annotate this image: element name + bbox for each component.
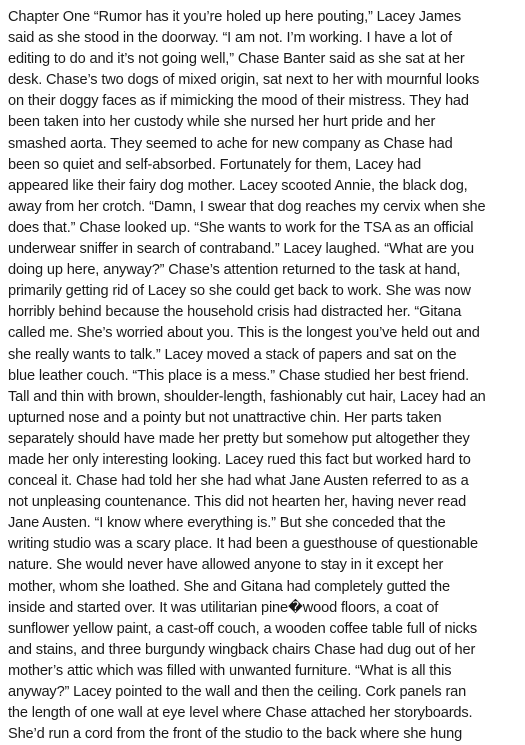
text-line: said as she stood in the doorway. “I am not. I’m working. I have a lot of: [8, 30, 452, 47]
text-line: Jane Austen. “I know where everything is.” But she conceded that the: [8, 515, 446, 532]
text-line: made her only interesting looking. Lacey rued this fact but worked hard to: [8, 451, 471, 468]
text-line: mother’s attic which was filled with unwanted furniture. “What is all this: [8, 662, 452, 679]
text-line: anyway?” Lacey pointed to the wall and then the ceiling. Cork panels ran: [8, 684, 467, 700]
text-line: not unpleasing countenance. This did not hearten her, having never read: [8, 494, 467, 511]
text-line: appeared like their fairy dog mother. Lacey scooted Annie, the black dog,: [8, 177, 468, 194]
text-line: primarily getting rid of Lacey so she could get back to work. She was now: [8, 283, 471, 300]
text-line: on their doggy faces as if mimicking the mood of their mistress. They had: [8, 93, 469, 110]
text-line: upturned nose and a pointy but not unattractive chin. Her parts taken: [8, 409, 442, 426]
text-line: Chapter One “Rumor has it you’re holed up here pouting,” Lacey James: [8, 9, 461, 25]
text-line: horribly behind because the household crisis had distracted her. “Gitana: [8, 304, 462, 321]
text-line: desk. Chase’s two dogs of mixed origin, sat next to her with mournful looks: [8, 72, 480, 89]
text-line: Tall and thin with brown, shoulder-length, fashionably cut hair, Lacey had an: [8, 388, 486, 405]
text-line: inside and started over. It was utilitarian pine�wood floors, a coat of: [8, 599, 439, 616]
text-line: separately should have made her pretty but somehow put altogether they: [8, 430, 470, 447]
text-line: editing to do and it’s not going well,” Chase Banter said as she sat at her: [8, 51, 465, 68]
text-line: underwear sniffer in search of contraband.” Lacey laughed. “What are you: [8, 241, 474, 258]
text-line: doing up here, anyway?” Chase’s attention returned to the task at hand,: [8, 262, 461, 279]
text-line: smashed aorta. They seemed to ache for new company as Chase had: [8, 135, 453, 152]
text-line: been taken into her custody while she nursed her hurt pride and her: [8, 114, 436, 131]
text-line: sunflower yellow paint, a cast-off couch, a wooden coffee table full of nicks: [8, 620, 477, 637]
text-line: She’d run a cord from the front of the studio to the back where she hung: [8, 726, 463, 743]
text-line: conceal it. Chase had told her she had what Jane Austen referred to as a: [8, 473, 469, 490]
text-line: blue leather couch. “This place is a mess.” Chase studied her best friend.: [8, 367, 470, 384]
body-text: [8, 7, 523, 745]
text-line: mother, whom she loathed. She and Gitana had completely gutted the: [8, 578, 450, 595]
text-line: been so quiet and self-absorbed. Fortunately for them, Lacey had: [8, 156, 422, 173]
text-line: the length of one wall at eye level where Chase attached her storyboards.: [8, 705, 473, 722]
text-line: does that.” Chase looked up. “She wants to work for the TSA as an official: [8, 219, 474, 236]
text-line: and stains, and three burgundy wingback chairs Chase had dug out of her: [8, 641, 476, 658]
text-line: writing studio was a scary place. It had been a guesthouse of questionable: [8, 536, 478, 553]
text-line: called me. She’s worried about you. This is the longest you’ve held out and: [8, 325, 480, 342]
text-line: nature. She would never have allowed anyone to stay in it except her: [8, 557, 444, 574]
text-line: she really wants to talk.” Lacey moved a stack of papers and sat on the: [8, 346, 457, 363]
text-line: away from her crotch. “Damn, I swear that dog reaches my cervix when she: [8, 198, 486, 215]
